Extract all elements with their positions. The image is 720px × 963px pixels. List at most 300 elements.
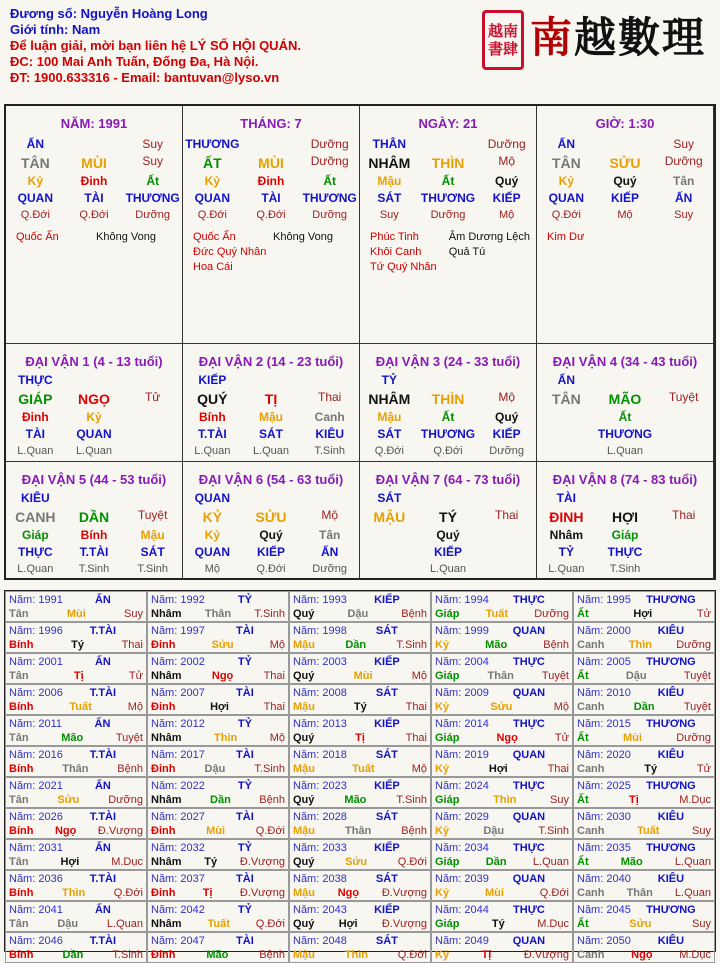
contact-line: Để luận giải, mời bạn liên hệ LÝ SỐ HỘI QUÁN. — [10, 38, 301, 53]
year-stem: Quý — [293, 918, 315, 930]
year-row-bottom — [577, 886, 711, 900]
year-row-bottom — [293, 886, 427, 900]
year-row-bottom — [293, 917, 427, 931]
year-stem: Ất — [577, 608, 589, 620]
year-branch: Dậu — [204, 763, 226, 775]
year-stem: Kỷ — [435, 887, 450, 899]
year-god: QUAN — [512, 935, 546, 947]
year-row-top — [9, 872, 143, 886]
hidden-stem: Quý — [259, 528, 283, 542]
year-label: Năm: 2030 — [577, 811, 631, 823]
year-row-top — [9, 686, 143, 700]
year-row-top — [151, 934, 285, 948]
dai-van-title: ĐẠI VẬN 6 (54 - 63 tuổi) — [198, 472, 344, 487]
year-god: KIẾP — [374, 594, 400, 606]
year-god: QUAN — [512, 749, 546, 761]
year-label: Năm: 2032 — [151, 842, 205, 854]
ten-god: SÁT — [140, 545, 165, 559]
year-row-top — [293, 841, 427, 855]
year-label: Năm: 1999 — [435, 625, 489, 637]
year-branch: Tị — [202, 887, 213, 899]
life-stage — [654, 443, 713, 460]
year-stem: Nhâm — [151, 670, 182, 682]
ten-god: THƯƠNG — [597, 427, 653, 441]
phone-email-line: ĐT: 1900.633316 - Email: bantuvan@lyso.vn — [10, 70, 280, 85]
dai-van-cell — [537, 462, 714, 580]
year-god: QUAN — [512, 625, 546, 637]
year-stem: Giáp — [435, 918, 460, 930]
year-row-bottom — [293, 607, 427, 621]
dai-van-title: ĐẠI VẬN 5 (44 - 53 tuổi) — [21, 472, 167, 487]
star-note: Đức Quý Nhân — [193, 246, 267, 258]
year-state: Q.Đới — [255, 825, 285, 837]
year-god: KIẾP — [374, 780, 400, 792]
dai-van-cell — [6, 462, 183, 580]
life-stage: Mộ — [499, 209, 515, 221]
year-cell — [431, 901, 573, 932]
year-label: Năm: 2036 — [9, 873, 63, 885]
top-state: Dưỡng — [487, 137, 526, 151]
dai-van-cell — [6, 344, 183, 462]
year-cell — [5, 746, 147, 777]
year-row-bottom — [435, 731, 569, 745]
chart-grid — [4, 104, 716, 580]
year-row-top — [151, 686, 285, 700]
year-branch: Sửu — [211, 639, 234, 651]
year-god: TỶ — [237, 904, 252, 916]
year-branch: Dần — [633, 701, 655, 713]
year-stem: Quý — [293, 856, 315, 868]
branch-state: Thai — [671, 508, 696, 522]
top-god: THÂN — [372, 137, 406, 151]
pillar-notes — [370, 230, 530, 275]
year-cell — [431, 839, 573, 870]
hidden-stem: Giáp — [21, 528, 49, 542]
year-label: Năm: 2029 — [435, 811, 489, 823]
year-stem: Tân — [9, 856, 29, 868]
year-stem: Mậu — [293, 701, 315, 713]
year-cell — [431, 870, 573, 901]
year-row-top — [577, 624, 711, 638]
year-cell — [5, 870, 147, 901]
year-cell — [5, 653, 147, 684]
year-row-bottom — [435, 917, 569, 931]
year-stem: Đinh — [151, 701, 176, 713]
year-cell — [573, 808, 715, 839]
ten-god: THƯƠNG — [420, 191, 476, 205]
top-god: KIÊU — [20, 491, 50, 505]
year-label: Năm: 2005 — [577, 656, 631, 668]
heavenly-stem: TÂN — [551, 155, 581, 171]
dai-van-cell — [360, 344, 537, 462]
year-god: T.TÀI — [89, 811, 117, 823]
life-stage: Mộ — [617, 209, 633, 221]
life-stage: L.Quan — [17, 563, 54, 575]
hidden-stem: Bính — [198, 410, 226, 424]
top-god: KIẾP — [198, 373, 227, 387]
earthly-branch: THÌN — [431, 391, 465, 407]
pillar-cell — [360, 106, 537, 344]
year-row-top — [435, 748, 569, 762]
year-stem: Ất — [577, 670, 589, 682]
hidden-stem — [654, 527, 713, 544]
ten-god: KIẾP — [433, 545, 462, 559]
heavenly-stem: CANH — [15, 509, 56, 525]
heavenly-stem: ĐINH — [549, 509, 584, 525]
year-branch: Tý — [71, 639, 84, 651]
star-note: Tứ Quý Nhân — [370, 261, 437, 273]
year-god: ẤN — [94, 718, 111, 730]
life-stage: L.Quan — [429, 563, 467, 575]
year-stem: Giáp — [435, 732, 460, 744]
year-cell — [147, 622, 289, 653]
year-row-bottom — [9, 638, 143, 652]
year-state: Q.Đới — [255, 918, 285, 930]
year-stem: Giáp — [435, 670, 460, 682]
year-stem: Đinh — [151, 887, 176, 899]
year-state: T.Sinh — [538, 825, 569, 837]
year-stem: Canh — [577, 639, 605, 651]
year-god: TÀI — [236, 687, 254, 699]
top-god: THỰC — [18, 373, 53, 387]
hidden-stem: Ất — [441, 174, 455, 188]
hidden-stem: Kỷ — [27, 174, 43, 188]
year-branch: Thân — [204, 608, 232, 620]
year-row-bottom — [293, 762, 427, 776]
year-state: Suy — [692, 825, 711, 837]
year-row-top — [435, 593, 569, 607]
star-note: Không Vong — [273, 231, 333, 243]
hidden-stem: Kỷ — [204, 174, 220, 188]
top-god: ẤN — [557, 373, 575, 387]
year-branch: Mão — [620, 856, 643, 868]
earthly-branch: TỊ — [264, 391, 278, 407]
pillar-body — [360, 136, 536, 224]
year-state: Thai — [263, 701, 285, 713]
year-row-bottom — [9, 886, 143, 900]
year-cell — [289, 653, 431, 684]
year-stem: Giáp — [435, 794, 460, 806]
year-god: SÁT — [375, 935, 398, 947]
year-cell — [5, 777, 147, 808]
dai-van-body — [6, 490, 182, 578]
year-branch: Hợi — [338, 918, 358, 930]
year-row-top — [293, 779, 427, 793]
year-row-bottom — [435, 700, 569, 714]
top-state: Suy — [673, 137, 694, 151]
year-stem: Bính — [9, 949, 34, 961]
year-branch: Thìn — [62, 887, 86, 899]
ten-god: THỰC — [18, 545, 53, 559]
year-state: Mộ — [411, 763, 427, 775]
year-branch: Tuất — [207, 918, 230, 930]
year-branch: Mùi — [206, 825, 226, 837]
year-row-bottom — [9, 855, 143, 869]
life-stage: T.Sinh — [609, 563, 641, 575]
year-row-bottom — [435, 793, 569, 807]
year-state: Q.Đới — [539, 887, 569, 899]
year-row-top — [577, 903, 711, 917]
year-branch: Thìn — [344, 949, 368, 961]
star-note: Quả Tú — [448, 246, 486, 258]
year-god: THỰC — [513, 656, 545, 668]
year-row-top — [293, 624, 427, 638]
hidden-stem — [123, 409, 182, 426]
year-label: Năm: 2008 — [293, 687, 347, 699]
year-stem: Tân — [9, 794, 29, 806]
spacer — [419, 372, 478, 389]
ten-god: KIÊU — [315, 427, 344, 441]
ten-god: QUAN — [76, 427, 112, 441]
year-stem: Tân — [9, 670, 29, 682]
year-row-top — [577, 593, 711, 607]
year-state: Mộ — [411, 670, 427, 682]
year-state: Đ.Vượng — [239, 887, 285, 899]
year-branch: Hợi — [633, 608, 653, 620]
year-row-top — [293, 717, 427, 731]
year-cell — [147, 839, 289, 870]
year-stem: Bính — [9, 825, 34, 837]
year-branch: Thân — [345, 825, 372, 837]
year-cell — [431, 932, 573, 963]
heavenly-stem: KỶ — [202, 509, 223, 525]
spacer — [596, 136, 655, 153]
year-branch: Sửu — [629, 918, 652, 930]
year-stem: Ất — [577, 918, 589, 930]
year-stem: Kỷ — [435, 701, 450, 713]
year-branch: Dần — [485, 856, 507, 868]
hidden-stem — [360, 527, 419, 544]
year-state: Tuyệt — [115, 732, 143, 744]
hidden-stem: Ất — [323, 174, 336, 188]
life-stage: L.Quan — [606, 445, 644, 457]
year-cell — [289, 684, 431, 715]
year-god: KIẾP — [374, 656, 400, 668]
year-state: T.Sinh — [254, 608, 285, 620]
year-cell — [573, 653, 715, 684]
year-god: THỰC — [513, 594, 545, 606]
year-cell — [573, 839, 715, 870]
year-row-bottom — [9, 669, 143, 683]
top-god: TỶ — [381, 373, 397, 387]
year-stem: Đinh — [151, 825, 176, 837]
earthly-branch: TÝ — [439, 509, 457, 525]
ten-god: TÀI — [25, 427, 45, 441]
year-god: TỶ — [237, 718, 252, 730]
year-branch: Dậu — [57, 918, 79, 930]
hidden-stem: Mậu — [140, 528, 165, 542]
ten-god — [360, 544, 419, 561]
year-row-bottom — [577, 762, 711, 776]
person-name: Đương số: Nguyễn Hoàng Long — [10, 6, 208, 21]
year-god: THỰC — [513, 718, 545, 730]
year-branch: Ngọ — [54, 825, 77, 837]
year-stem: Quý — [293, 794, 315, 806]
year-god: ẤN — [94, 656, 111, 668]
life-stage: Q.Đới — [256, 563, 286, 575]
dai-van-cell — [183, 344, 360, 462]
year-row-top — [293, 593, 427, 607]
year-row-bottom — [435, 638, 569, 652]
ten-god: THỰC — [607, 545, 643, 559]
year-state: Thai — [547, 763, 569, 775]
year-state: T.Sinh — [254, 763, 285, 775]
year-stem: Ất — [577, 856, 589, 868]
year-row-top — [9, 717, 143, 731]
year-state: Tuyệt — [683, 701, 711, 713]
year-state: L.Quan — [674, 856, 711, 868]
year-label: Năm: 2039 — [435, 873, 489, 885]
ten-god: KIẾP — [256, 545, 285, 559]
year-state: Bệnh — [117, 763, 143, 775]
year-branch: Tị — [355, 732, 365, 744]
star-note — [449, 260, 530, 275]
year-cell — [5, 591, 147, 622]
hidden-stem: Quý — [613, 174, 637, 188]
top-god: ẤN — [557, 137, 575, 151]
year-cell — [431, 777, 573, 808]
year-branch: Hợi — [210, 701, 229, 713]
pillar-title: NGÀY: 21 — [418, 116, 478, 131]
hidden-stem: Giáp — [611, 528, 639, 542]
year-row-top — [293, 748, 427, 762]
year-branch: Hợi — [488, 763, 508, 775]
year-cell — [5, 622, 147, 653]
year-row-top — [435, 624, 569, 638]
earthly-branch: MÃO — [608, 391, 642, 407]
yearly-table — [4, 590, 716, 961]
life-stage: Dưỡng — [489, 445, 525, 457]
year-cell — [5, 808, 147, 839]
pillar-notes — [547, 230, 707, 245]
year-row-top — [435, 717, 569, 731]
year-cell — [289, 746, 431, 777]
dai-van-title: ĐẠI VẬN 2 (14 - 23 tuổi) — [198, 354, 344, 369]
year-state: Dưỡng — [676, 639, 711, 651]
life-stage: T.Sinh — [137, 563, 168, 575]
year-state: Tuyệt — [541, 670, 569, 682]
hidden-stem: Quý — [494, 174, 519, 188]
year-cell — [431, 591, 573, 622]
year-label: Năm: 2038 — [293, 873, 347, 885]
year-state: Tử — [128, 670, 143, 682]
dai-van-cell — [537, 344, 714, 462]
top-god: ẤN — [26, 137, 44, 151]
year-cell — [147, 901, 289, 932]
year-cell — [147, 715, 289, 746]
branch-state: Tử — [144, 390, 161, 404]
year-stem: Kỷ — [435, 825, 450, 837]
address-line: ĐC: 100 Mai Anh Tuấn, Đống Đa, Hà Nội. — [10, 54, 259, 69]
year-row-bottom — [293, 700, 427, 714]
year-god: T.TÀI — [89, 625, 117, 637]
year-row-bottom — [9, 607, 143, 621]
year-row-bottom — [577, 855, 711, 869]
year-row-bottom — [151, 917, 285, 931]
year-stem: Quý — [293, 608, 315, 620]
year-label: Năm: 2027 — [151, 811, 205, 823]
year-stem: Kỷ — [435, 763, 450, 775]
year-label: Năm: 2020 — [577, 749, 631, 761]
year-row-top — [435, 810, 569, 824]
year-row-bottom — [9, 731, 143, 745]
year-label: Năm: 1992 — [151, 594, 205, 606]
earthly-branch: DẦN — [78, 509, 110, 525]
year-branch: Ngọ — [496, 732, 518, 744]
year-state: Đ.Vượng — [381, 887, 427, 899]
spacer — [242, 490, 301, 507]
year-god: TỶ — [237, 780, 252, 792]
year-branch: Mão — [206, 949, 229, 961]
year-row-bottom — [151, 638, 285, 652]
year-label: Năm: 2011 — [9, 718, 62, 730]
year-label: Năm: 2040 — [577, 873, 631, 885]
year-god: T.TÀI — [89, 687, 117, 699]
year-cell — [573, 932, 715, 963]
year-state: T.Sinh — [396, 639, 427, 651]
year-row-top — [577, 810, 711, 824]
year-label: Năm: 2000 — [577, 625, 631, 637]
year-state: Suy — [692, 918, 711, 930]
year-stem: Mậu — [293, 887, 315, 899]
dai-van-body — [537, 372, 713, 460]
year-cell — [573, 901, 715, 932]
year-god: QUAN — [512, 811, 546, 823]
year-state: Bệnh — [401, 608, 427, 620]
year-cell — [147, 777, 289, 808]
year-label: Năm: 2001 — [9, 656, 63, 668]
year-god: ẤN — [94, 904, 111, 916]
year-row-bottom — [9, 700, 143, 714]
life-stage: Dưỡng — [430, 209, 466, 221]
year-branch: Ngọ — [631, 949, 653, 961]
hidden-stem — [537, 409, 596, 426]
year-row-top — [151, 779, 285, 793]
hidden-stem: Quý — [436, 528, 460, 542]
hidden-stem: Canh — [314, 410, 345, 424]
year-cell — [573, 777, 715, 808]
heavenly-stem: NHÂM — [368, 391, 411, 407]
year-row-bottom — [151, 731, 285, 745]
year-label: Năm: 1998 — [293, 625, 347, 637]
year-label: Năm: 2010 — [577, 687, 631, 699]
year-row-bottom — [577, 824, 711, 838]
spacer — [300, 490, 359, 507]
year-row-bottom — [435, 607, 569, 621]
life-stage: Mộ — [204, 563, 220, 575]
year-cell — [431, 684, 573, 715]
year-god: KIÊU — [657, 873, 685, 885]
star-note: Khôi Canh — [370, 246, 422, 258]
year-god: KIÊU — [657, 749, 685, 761]
year-row-top — [9, 593, 143, 607]
dai-van-body — [360, 372, 536, 460]
year-stem: Canh — [577, 701, 605, 713]
year-branch: Dần — [345, 639, 367, 651]
year-label: Năm: 2044 — [435, 904, 489, 916]
year-branch: Mùi — [484, 887, 504, 899]
year-branch: Thân — [62, 763, 89, 775]
heavenly-stem: TÂN — [20, 155, 50, 171]
dai-van-body — [537, 490, 713, 578]
dai-van-cell — [183, 462, 360, 580]
year-stem: Tân — [9, 732, 29, 744]
ten-god: T.TÀI — [197, 427, 227, 441]
year-branch: Sửu — [490, 701, 513, 713]
year-state: L.Quan — [106, 918, 143, 930]
year-state: Bệnh — [259, 949, 285, 961]
year-cell — [147, 653, 289, 684]
